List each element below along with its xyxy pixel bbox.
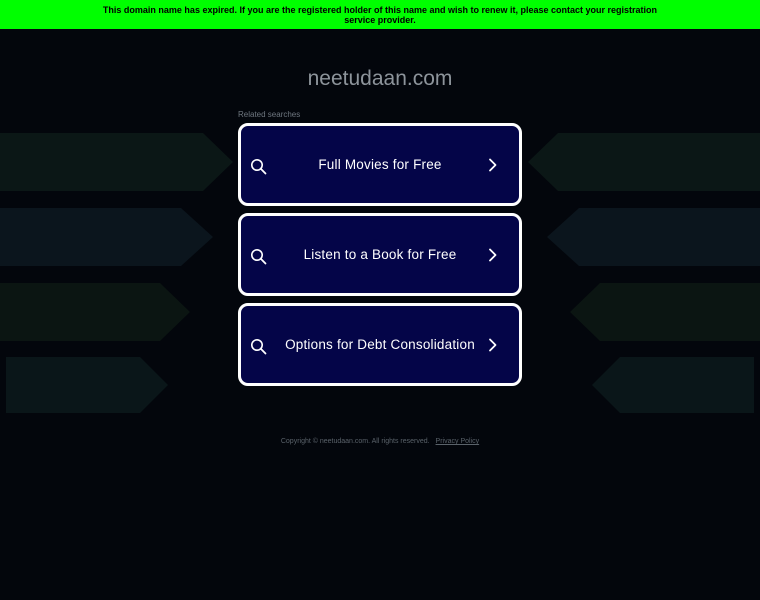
footer (0, 437, 760, 446)
search-icon (249, 247, 269, 267)
search-icon (249, 337, 269, 357)
related-search-link-1[interactable] (238, 123, 522, 206)
related-search-link-2[interactable] (238, 213, 522, 296)
bg-arrow-left-1 (0, 133, 233, 191)
domain-title: neetudaan.com (307, 67, 453, 90)
bg-arrow-right-3 (570, 283, 760, 341)
related-search-label: Listen to a Book for Free (303, 247, 457, 262)
search-icon (249, 157, 269, 177)
bg-arrow-right-1 (528, 133, 760, 191)
banner-text: This domain name has expired. If you are the registered holder of this name and wish to renew it, please contact your registration service provider. (102, 5, 658, 25)
related-search-label: Full Movies for Free (318, 157, 442, 172)
related-search-label: Options for Debt Consolidation (285, 337, 475, 352)
chevron-right-icon (485, 157, 501, 173)
chevron-right-icon (485, 337, 501, 353)
related-search-link-3[interactable] (238, 303, 522, 386)
bg-arrow-left-2 (0, 208, 213, 266)
bg-arrow-right-4 (592, 357, 754, 413)
bg-arrow-left-3 (0, 283, 190, 341)
privacy-policy-link[interactable]: Privacy Policy (435, 438, 480, 445)
expired-domain-banner (0, 0, 760, 29)
copyright-text: Copyright © neetudaan.com. All rights reserved. (280, 438, 430, 445)
related-searches-label: Related searches (238, 110, 301, 119)
bg-arrow-left-4 (6, 357, 168, 413)
bg-arrow-right-2 (547, 208, 760, 266)
chevron-right-icon (485, 247, 501, 263)
